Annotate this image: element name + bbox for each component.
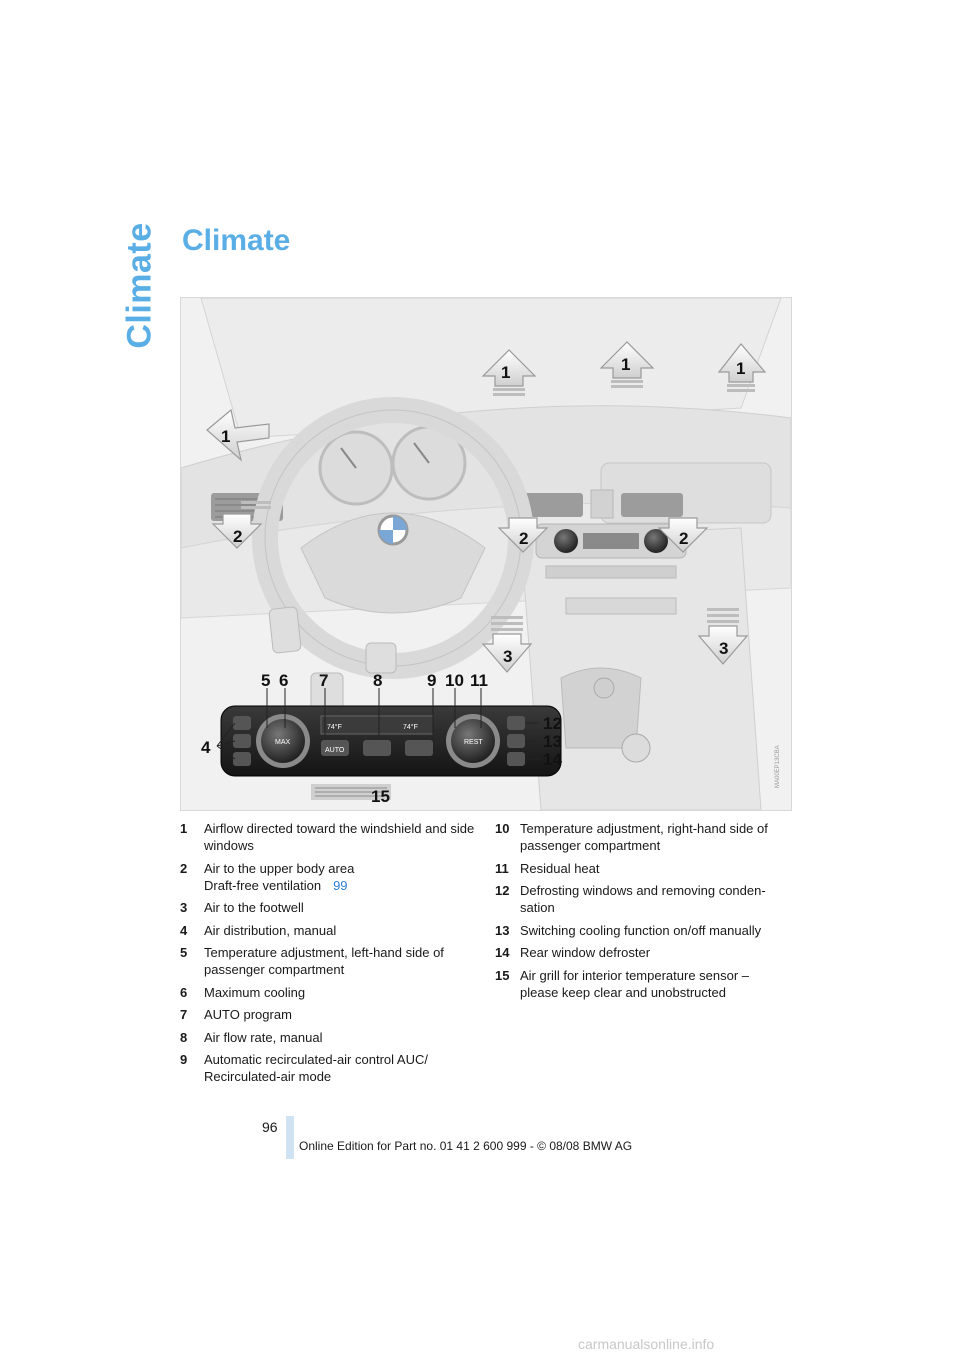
callout-4: 4: [201, 738, 211, 757]
legend-text: Switching cooling function on/off manually: [520, 922, 762, 938]
image-code: MA00EP13CBA: [775, 745, 781, 788]
callout-1-a: 1: [501, 363, 511, 382]
legend-text: AUTO program: [204, 1007, 292, 1022]
auto-button-label: AUTO: [325, 747, 345, 754]
legend-item: [180, 820, 480, 854]
legend-number: 5: [180, 945, 188, 960]
callout-12: 12: [543, 714, 562, 733]
legend-text: Air distribution, manual: [204, 922, 337, 938]
climate-control-illustration: [180, 297, 792, 811]
legend-text-group: [204, 860, 480, 894]
legend-text: Automatic recirculated-air control AUC/ Recirculated-air mode: [204, 1052, 428, 1084]
legend-item: [180, 1029, 480, 1046]
footer-accent-bar: [286, 1116, 294, 1159]
legend-text: Rear window defroster: [520, 945, 651, 960]
callout-2-c: 2: [679, 529, 689, 548]
callout-10: 10: [445, 671, 464, 690]
legend-number: 1: [180, 821, 188, 836]
legend-item: [180, 1006, 480, 1023]
legend-number: 13: [495, 922, 510, 938]
page-title: Climate: [182, 224, 291, 257]
legend-text: Temperature adjustment, right-hand side of passenger compartment: [520, 821, 768, 853]
footer-edition-note: Online Edition for Part no. 01 41 2 600 999 - © 08/08 BMW AG: [299, 1139, 633, 1153]
legend-item: [495, 860, 790, 877]
legend-number: 7: [180, 1007, 188, 1022]
callout-5: 5: [261, 671, 271, 690]
callout-2-a: 2: [233, 527, 243, 546]
legend-number: 14: [495, 945, 510, 960]
legend-item: [495, 882, 790, 916]
legend-subtext: Draft-free ventilation: [204, 877, 322, 893]
callout-1-c: 1: [736, 359, 746, 378]
legend-number: 11: [495, 860, 509, 876]
legend-text: Temperature adjustment, left-hand side of passenger compartment: [204, 945, 444, 977]
legend-right-column: [495, 820, 790, 1006]
legend-text: Air to the footwell: [204, 900, 304, 915]
callout-1-b: 1: [621, 355, 631, 374]
page-reference-link[interactable]: 99: [333, 877, 348, 893]
legend-text: Defrosting windows and removing conden- sation: [520, 883, 766, 915]
legend-item: [180, 984, 480, 1001]
callout-3-b: 3: [719, 639, 729, 658]
legend-text: Air to the upper body area: [204, 860, 355, 876]
legend-text: Airflow directed toward the windshield and side windows: [204, 821, 475, 853]
legend-number: 10: [495, 821, 510, 836]
callout-3-a: 3: [503, 647, 513, 666]
callout-9: 9: [427, 671, 437, 690]
watermark: carmanualsonline.info: [578, 1336, 715, 1352]
legend-number: 15: [495, 967, 510, 983]
panel-display-left: 74°F: [327, 724, 342, 731]
legend-text: Maximum cooling: [204, 984, 306, 1000]
side-section-tab: [118, 210, 162, 360]
callout-15: 15: [371, 787, 390, 806]
callout-2-b: 2: [519, 529, 529, 548]
legend-item: [495, 967, 790, 1001]
legend-item: [495, 820, 790, 854]
callout-6: 6: [279, 671, 289, 690]
legend-item: [180, 1051, 480, 1085]
legend-number: 2: [180, 860, 188, 876]
callout-14: 14: [543, 750, 562, 769]
legend-item: [180, 922, 480, 939]
legend-number: 3: [180, 900, 188, 915]
legend-left-column: [180, 820, 480, 1091]
callout-1-d: 1: [221, 427, 231, 446]
side-section-tab-label: Climate: [120, 221, 159, 349]
legend-number: 8: [180, 1029, 188, 1045]
legend-number: 6: [180, 984, 188, 1000]
max-button-label: MAX: [275, 739, 291, 746]
legend-item: [495, 922, 790, 939]
page-number: 96: [262, 1119, 278, 1135]
callout-7: 7: [319, 671, 329, 690]
legend-item: [180, 860, 480, 894]
legend-number: 9: [180, 1052, 188, 1067]
callout-8: 8: [373, 671, 383, 690]
panel-display-right: 74°F: [403, 724, 418, 731]
callout-13: 13: [543, 732, 562, 751]
legend-text: Air grill for interior temperature sensor – please keep clear and unobstructed: [520, 967, 750, 1000]
callout-11: 11: [470, 671, 488, 690]
legend-number: 4: [180, 922, 188, 938]
legend-item: [495, 944, 790, 961]
legend-text: Residual heat: [520, 860, 600, 876]
legend-text: Air flow rate, manual: [204, 1029, 323, 1045]
legend-number: 12: [495, 883, 510, 898]
rest-button-label: REST: [464, 739, 483, 746]
legend-item: [180, 944, 480, 978]
legend-item: [180, 899, 480, 916]
